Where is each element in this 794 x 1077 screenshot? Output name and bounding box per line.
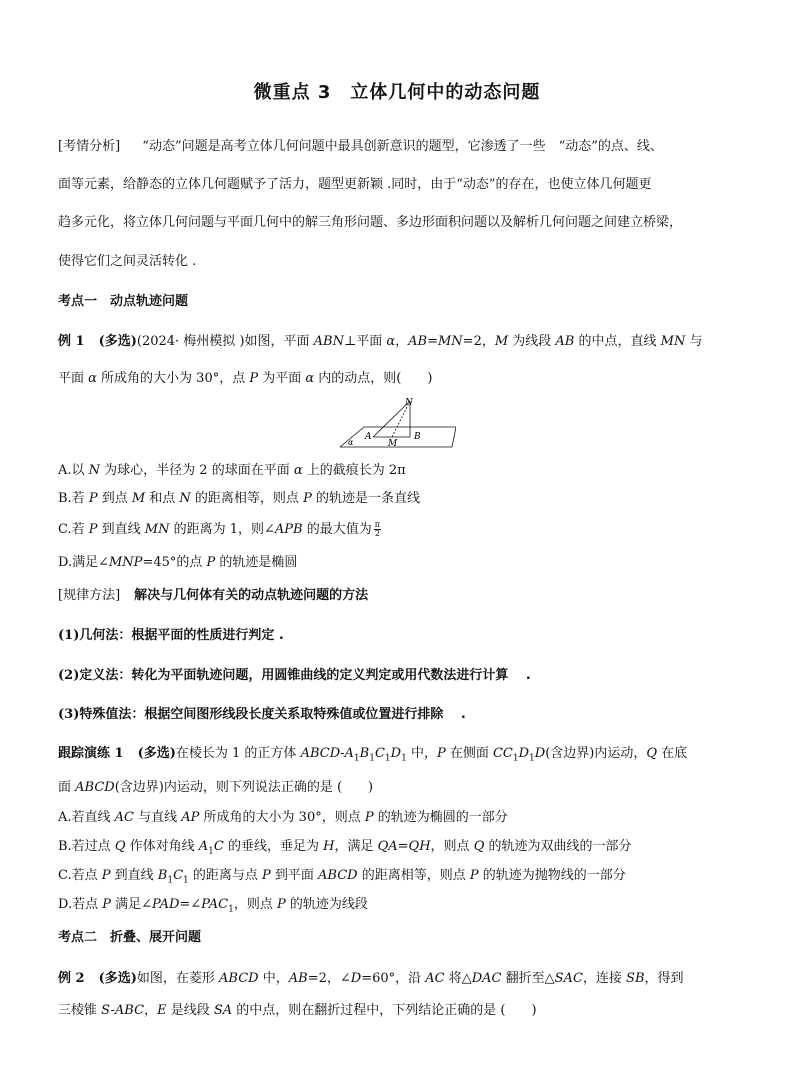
intro-line-3: 趋多元化，将立体几何问题与平面几何中的解三角形问题、多边形面积问题以及解析几何问题之间建立桥梁， — [58, 215, 683, 230]
label-alpha: α — [348, 438, 354, 447]
section-heading-2: 考点二 折叠、展开问题 — [58, 930, 202, 945]
practice1-option-d: D.若点 P 满足$\angle PAD=\angle PAC_1$，则点 P 的轨迹为线段 — [58, 897, 368, 915]
practice1-option-b: B.若过点 Q 作体对角线 $A_1C$ 的垂线，垂足为 H，满足 QA=QH，则点 Q 的轨迹为双曲线的一部分 — [58, 839, 632, 857]
method-item-2: (2)定义法：转化为平面轨迹问题，用圆锥曲线的定义判定或用代数法进行计算 . — [58, 668, 531, 683]
intro-line-4: 使得它们之间灵活转化 . — [58, 254, 197, 269]
label-m: M — [388, 439, 398, 449]
intro-line-1: [考情分析] “动态”问题是高考立体几何问题中最具创新意识的题型，它渗透了一些 “动态”的点、线、 — [58, 139, 663, 154]
label-a: A — [365, 432, 372, 442]
practice1-option-a: A.若直线 AC 与直线 AP 所成角的大小为 30°，则点 P 的轨迹为椭圆的一部分 — [58, 810, 508, 825]
intro-line-2: 面等元素，给静态的立体几何题赋予了活力，题型更新颖 .同时，由于“动态”的存在，也使立体几何题更 — [58, 177, 652, 192]
intro-label: [考情分析] — [58, 139, 121, 154]
example1-option-c: C.若 P 到直线 MN 的距离为 1，则∠APB 的最大值为 $\frac{\pi}{2}$ — [58, 520, 380, 538]
method-item-3: (3)特殊值法：根据空间图形线段长度关系取特殊值或位置进行排除 . — [58, 707, 466, 722]
plane-figure — [340, 397, 456, 453]
example1-line-1: 例 1 (多选)(2024· 梅州模拟 )如图，平面 ABN⊥平面 α，AB=MN=2，M 为线段 AB 的中点，直线 MN 与 — [58, 334, 703, 349]
fraction-pi-over-2: $\frac{\pi}{2}$ — [374, 520, 380, 538]
label-n: N — [405, 398, 413, 408]
page-title: 微重点 3 立体几何中的动态问题 — [253, 82, 541, 103]
example1-option-a: A.以 N 为球心，半径为 2 的球面在平面 α 上的截痕长为 2π — [58, 463, 406, 478]
section-heading-1: 考点一 动点轨迹问题 — [58, 294, 189, 309]
practice1-line-1: 跟踪演练 1 (多选)在棱长为 1 的正方体 ABCD-$A_1B_1C_1D_1$ 中，P 在侧面 $CC_1D_1D$(含边界)内运动，Q 在底 — [58, 746, 688, 764]
label-b: B — [414, 432, 421, 442]
method-item-1: (1)几何法：根据平面的性质进行判定 . — [58, 628, 284, 643]
example2-line-1: 例 2 (多选)如图，在菱形 ABCD 中，AB=2，∠D=60°，沿 AC 将△DAC 翻折至△SAC，连接 SB，得到 — [58, 971, 684, 986]
example2-line-2: 三棱锥 S-ABC，E 是线段 SA 的中点，则在翻折过程中，下列结论正确的是 ( ) — [58, 1003, 537, 1018]
example1-option-b: B.若 P 到点 M 和点 N 的距离相等，则点 P 的轨迹是一条直线 — [58, 491, 420, 506]
example1-line-2: 平面 α 所成角的大小为 30°，点 P 为平面 α 内的动点，则( ) — [58, 371, 433, 386]
practice1-line-2: 面 ABCD(含边界)内运动，则下列说法正确的是 ( ) — [58, 780, 374, 795]
example1-option-d: D.满足∠MNP=45°的点 P 的轨迹是椭圆 — [58, 555, 298, 570]
method-heading: [规律方法] 解决与几何体有关的动点轨迹问题的方法 — [58, 588, 369, 603]
practice1-option-c: C.若点 P 到直线 $B_1C_1$ 的距离与点 P 到平面 ABCD 的距离相等，则点 P 的轨迹为抛物线的一部分 — [58, 868, 626, 886]
